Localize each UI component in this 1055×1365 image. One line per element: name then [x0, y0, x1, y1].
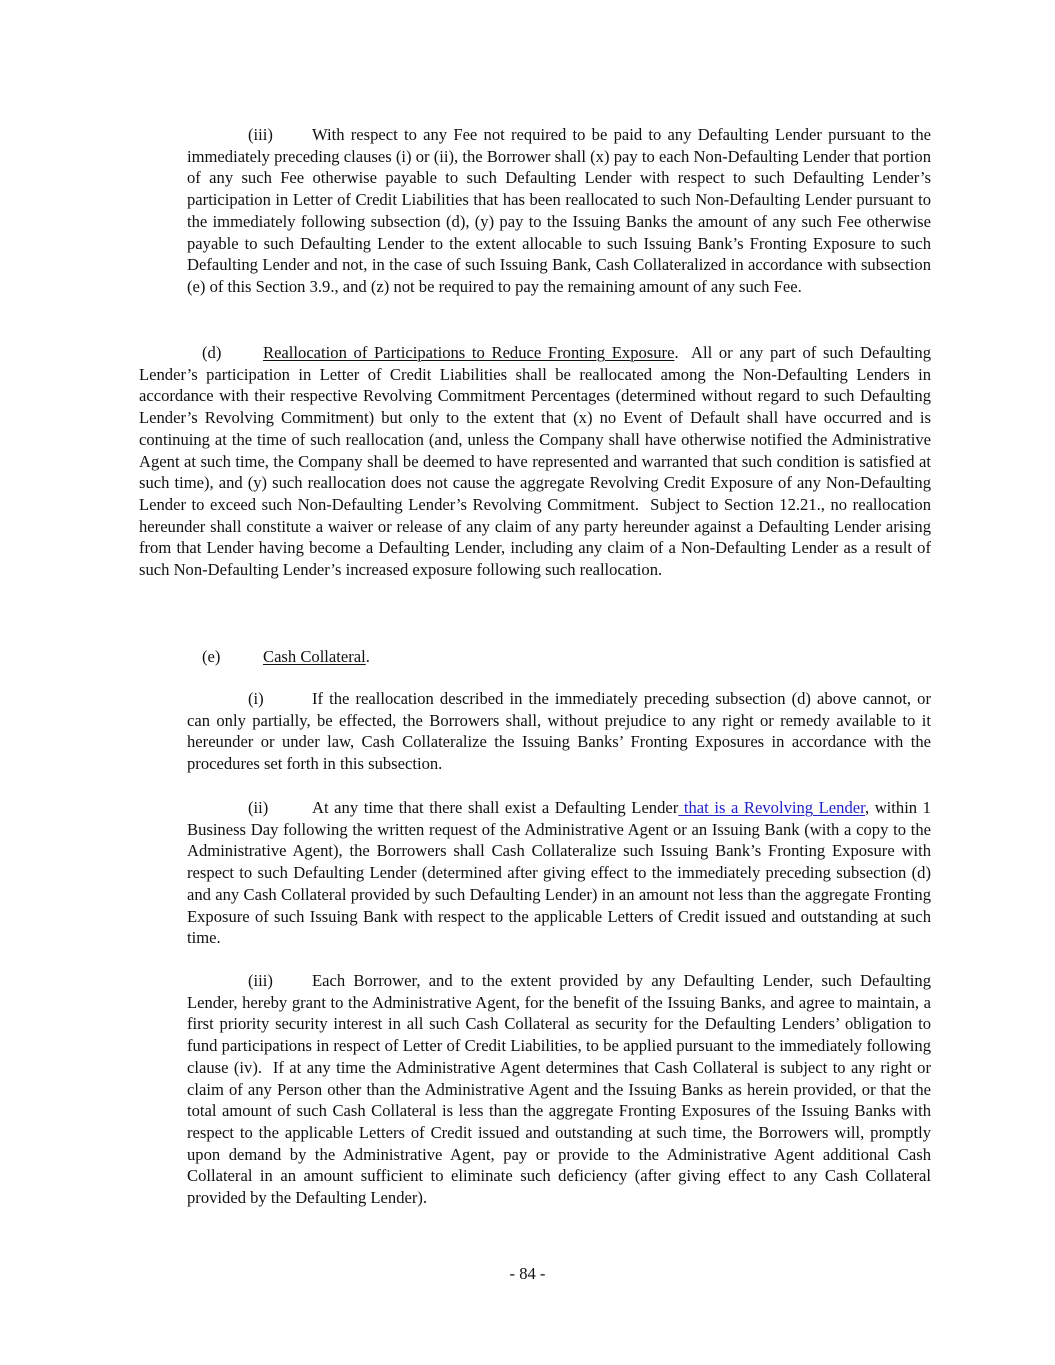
clause-text-after: , within 1 Business Day following the written request of the Administrative Agent or an Issuing Bank (with a copy to the Administrative Agent), the Borrowers shall Cash Collateralize such Issuing Bank’s Fronting Exposure with respect to such Defaulting Lender (determined after giving effect to the immediately preceding subsection (d) and any Cash Collateral provided by such Defaulting Lender) in an amount not less than the aggregate Fronting Exposure of such Issuing Bank with respect to the applicable Letters of Credit issued and outstanding at such time. [187, 798, 931, 948]
subsection-label: (d) [202, 343, 222, 362]
subsection-heading: Reallocation of Participations to Reduce Fronting Exposure [263, 343, 675, 362]
subsection-heading: Cash Collateral [263, 647, 366, 666]
heading-punct: . [365, 647, 370, 666]
revolving-lender-link[interactable]: that is a Revolving Lender [678, 798, 865, 817]
clause-label: (iii) [248, 971, 273, 990]
clause-e-i [187, 688, 931, 775]
subsection-text: All or any part of such Defaulting Lender’s participation in Letter of Credit Liabilities shall be reallocated among the Non-Defaulting Lenders in accordance with their respective Revolving Commitment Percentages (determined without regard to such Defaulting Lender’s Revolving Commitment) but only to the extent that (x) no Event of Default shall have occurred and is continuing at the time of such reallocation (and, unless the Company shall have otherwise notified the Administrative Agent at such time, the Company shall be deemed to have represented and warranted that such condition is satisfied at such time), and (y) such reallocation does not cause the aggregate Revolving Credit Exposure of any Non-Defaulting Lender to exceed such Non-Defaulting Lender’s Revolving Commitment. Subject to Section 12.21., no reallocation hereunder shall constitute a waiver or release of any claim of any party hereunder against a Defaulting Lender arising from that Lender having become a Defaulting Lender, including any claim of a Non-Defaulting Lender as a result of such Non-Defaulting Lender’s increased exposure following such reallocation. [139, 343, 936, 580]
clause-text: If the reallocation described in the immediately preceding subsection (d) above cannot, or can only partially, be effected, the Borrowers shall, without prejudice to any right or remedy available to it hereunder or under law, Cash Collateralize the Issuing Banks’ Fronting Exposures in accordance with the procedures set forth in this subsection. [187, 689, 931, 774]
clause-e-iii [187, 970, 936, 1209]
page-number: - 84 - [509, 1264, 546, 1283]
subsection-label: (e) [202, 647, 221, 666]
clause-label: (i) [248, 689, 264, 708]
subsection-d [139, 342, 936, 581]
clause-e-ii [187, 797, 931, 949]
clause-label: (ii) [248, 798, 269, 817]
heading-punct: . [674, 343, 679, 362]
subsection-e [139, 646, 931, 668]
clause-c-iii [187, 124, 931, 298]
clause-label: (iii) [248, 125, 273, 144]
clause-text: With respect to any Fee not required to be paid to any Defaulting Lender pursuant to the immediately preceding clauses (i) or (ii), the Borrower shall (x) pay to each Non-Defaulting Lender that portion of any such Fee otherwise payable to such Defaulting Lender with respect to such Defaulting Lender’s participation in Letter of Credit Liabilities that has been reallocated to such Non-Defaulting Lender pursuant to the immediately following subsection (d), (y) pay to the Issuing Banks the amount of any such Fee otherwise payable to such Defaulting Lender to the extent allocable to such Issuing Bank’s Fronting Exposure to such Defaulting Lender and not, in the case of such Issuing Bank, Cash Collateralized in accordance with subsection (e) of this Section 3.9., and (z) not be required to pay the remaining amount of any such Fee. [187, 125, 931, 296]
clause-text-before: At any time that there shall exist a Defaulting Lender [312, 798, 679, 817]
clause-text: Each Borrower, and to the extent provided by any Defaulting Lender, such Defaulting Lender, hereby grant to the Administrative Agent, for the benefit of the Issuing Banks, and agree to maintain, a first priority security interest in all such Cash Collateral as security for the Defaulting Lenders’ obligation to fund participations in respect of Letter of Credit Liabilities, to be applied pursuant to the immediately following clause (iv). If at any time the Administrative Agent determines that Cash Collateral is subject to any right or claim of any Person other than the Administrative Agent and the Issuing Banks as herein provided, or that the total amount of such Cash Collateral is less than the aggregate Fronting Exposures of the Issuing Banks with respect to the applicable Letters of Credit issued and outstanding at such time, the Borrowers will, promptly upon demand by the Administrative Agent, pay or provide to the Administrative Agent additional Cash Collateral in an amount sufficient to eliminate such deficiency (after giving effect to any Cash Collateral provided by the Defaulting Lender). [187, 971, 936, 1208]
